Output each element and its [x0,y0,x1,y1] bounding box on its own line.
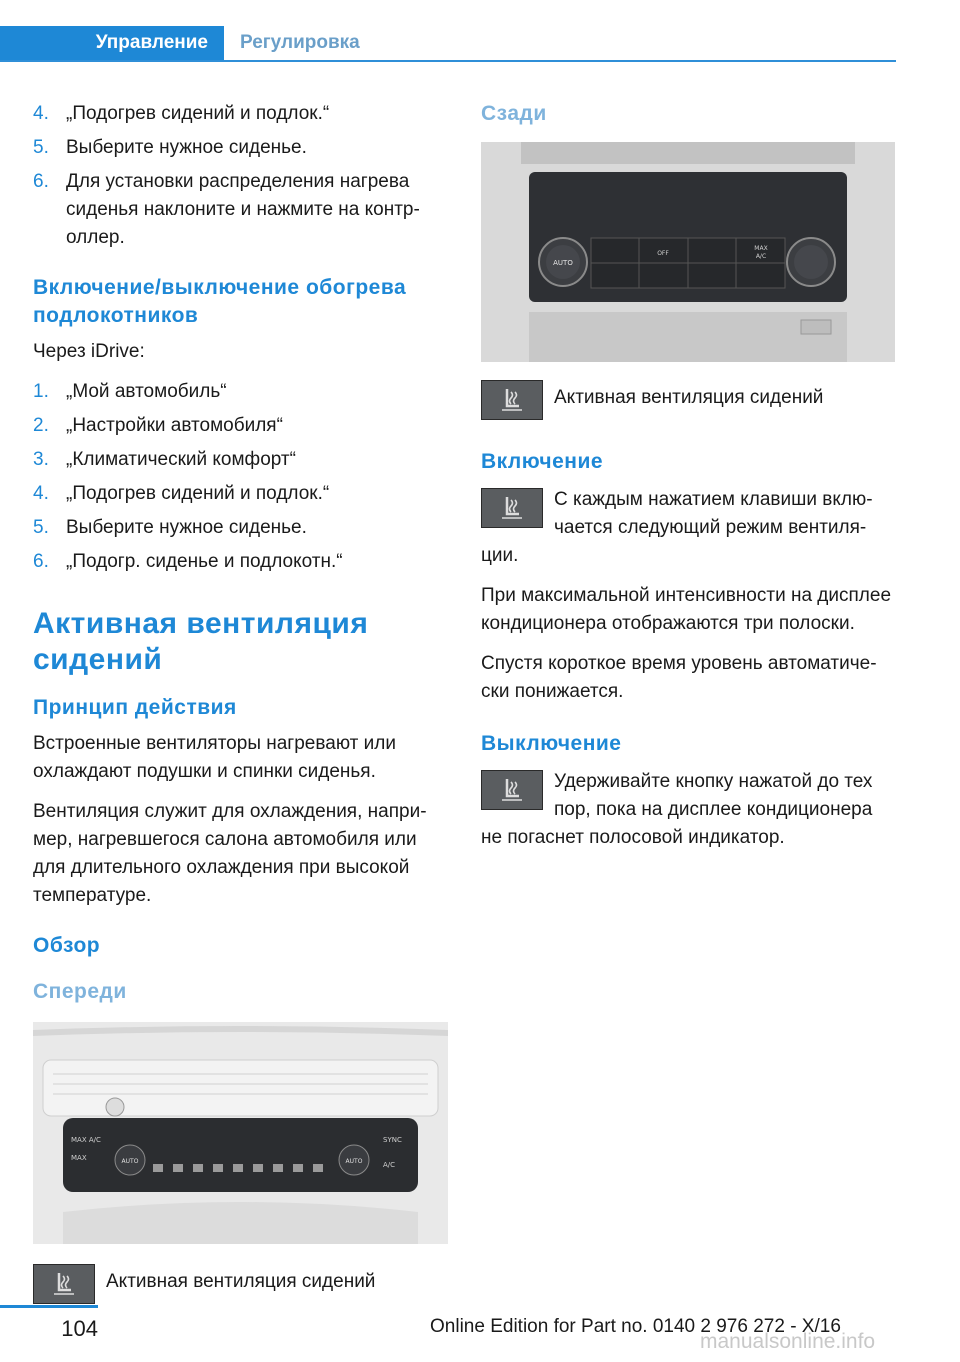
step-number: 3. [33,449,49,470]
right-column [481,100,895,864]
page-number: 104 [61,1316,98,1341]
step-number: 6. [33,171,49,192]
rear-off-label: OFF [657,250,669,257]
front-auto-label: AUTO [121,1158,139,1165]
front-ac-label: A/C [383,1161,396,1169]
via-idrive-text: Через iDrive: [33,341,145,362]
step-number: 2. [33,415,49,436]
header-divider [0,60,896,62]
step-text: Выберите нужное сиденье. [66,517,307,538]
off-heading: Выключение [481,732,622,755]
list-item [33,548,451,576]
edition-text: Online Edition for Part no. 0140 2 976 272 - X/16 [430,1316,841,1337]
seat-ventilation-icon [481,380,543,420]
list-item [33,378,451,406]
off-paragraph-1 [481,768,895,852]
overview-heading: Обзор [33,934,101,957]
step-text: „Подогрев сидений и подлок.“ [66,103,330,124]
step-number: 6. [33,551,49,572]
header [0,26,896,64]
step-text: „Подогрев сидений и подлок.“ [66,483,330,504]
on-paragraph-1-text: С каждым нажатием клавиши включается следующий режим вентиляции. [481,489,873,566]
step-text: „Климатический комфорт“ [66,449,296,470]
list-item [33,480,451,508]
off-paragraph-1-text: Удерживайте кнопку нажатой до тех пор, пока на дисплее кондиционера не погаснет полосовой индикатор. [481,771,873,848]
step-number: 4. [33,483,49,504]
step-text: Для установки распределения нагрева сиденья наклоните и нажмите на контроллер. [66,171,420,248]
front-max-label: MAX [71,1154,87,1162]
step-text: „Настройки автомобиля“ [66,415,283,436]
list-item [33,100,451,128]
list-item [33,134,451,162]
front-sync-label: SYNC [383,1136,402,1144]
on-paragraph-2: При максимальной интенсивности на дисплее кондиционера отображаются три полоски. [481,585,892,634]
rear-max-label: MAX [754,245,768,252]
list-item [33,412,451,440]
step-text: „Подогр. сиденье и подлокотн.“ [66,551,343,572]
on-heading: Включение [481,450,604,473]
rear-ac-label: A/C [755,253,767,260]
step-number: 5. [33,137,49,158]
front-max-ac-label: MAX A/C [71,1136,101,1144]
principle-paragraph-1: Встроенные вентиляторы нагревают или охлаждают подушки и спинки сиденья. [33,733,396,782]
footer-divider [0,1305,98,1308]
front-heading: Спереди [33,980,127,1003]
rear-caption: Активная вентиляция сидений [554,387,824,408]
front-caption-row [33,1264,451,1308]
step-number: 4. [33,103,49,124]
principle-paragraph-2: Вентиляция служит для охлаждения, например, нагревшегося салона автомобиля или для длительного охлаждения при высокой температуре. [33,801,427,906]
front-caption: Активная вентиляция сидений [106,1271,376,1292]
tab-upravlenie[interactable]: Управление [0,26,224,60]
step-number: 1. [33,381,49,402]
section-title: Активная вентиляция сидений [33,607,369,676]
list-item [33,168,451,252]
seat-ventilation-icon [481,770,543,810]
step-number: 5. [33,517,49,538]
front-auto-label-right: AUTO [345,1158,363,1165]
principle-heading: Принцип действия [33,696,237,719]
front-climate-panel-photo [33,1022,448,1244]
step-text: Выберите нужное сиденье. [66,137,307,158]
steps-list-a [33,100,451,252]
tab-regulirovka[interactable]: Регулировка [240,32,360,53]
on-paragraph-1 [481,486,895,570]
rear-auto-label: AUTO [553,259,573,267]
seat-ventilation-icon [481,488,543,528]
rear-caption-row [481,380,895,424]
rear-climate-panel-photo [481,142,895,362]
armrest-heating-heading: Включение/выключение обогрева подлокотников [33,276,407,327]
steps-list-b [33,378,451,576]
left-column [33,100,451,1308]
watermark: manualsonline.info [700,1330,876,1353]
on-paragraph-3: Спустя короткое время уровень автоматически понижается. [481,653,877,702]
rear-heading: Сзади [481,102,547,125]
list-item [33,514,451,542]
step-text: „Мой автомобиль“ [66,381,227,402]
list-item [33,446,451,474]
seat-ventilation-icon [33,1264,95,1304]
